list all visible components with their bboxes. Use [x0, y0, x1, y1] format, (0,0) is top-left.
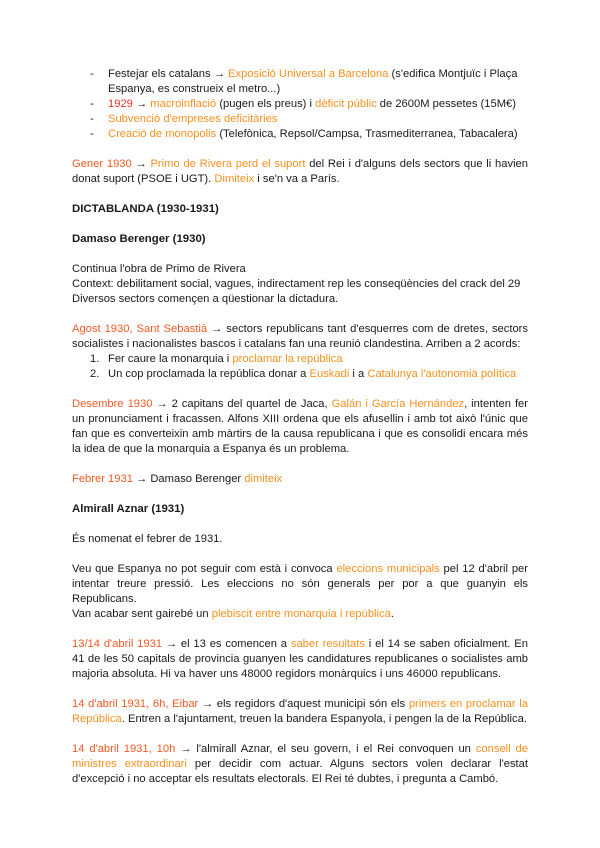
measures-list	[72, 67, 528, 142]
text: de 2600M pessetes (15M€)	[376, 98, 516, 110]
highlight: macroinflació	[150, 98, 217, 110]
paragraph-nomenat: És nomenat el febrer de 1931.	[72, 533, 223, 545]
paragraph-eleccions	[72, 562, 528, 607]
paragraph-13-14-abril	[72, 637, 528, 682]
date-highlight: Febrer 1931	[72, 473, 133, 485]
highlight: consell de ministres extraordinari	[72, 743, 528, 770]
subsection-heading: Damaso Berenger (1930)	[72, 233, 206, 245]
text: (pugen els preus) i	[216, 98, 316, 110]
text: → l'almirall Aznar, el seu govern, i el Rei convoquen un	[175, 743, 476, 755]
context-line: Context: debilitament social, vagues, indirectament rep les conseqüències del crack del 29	[72, 278, 521, 290]
paragraph-agost-1930	[72, 322, 528, 352]
list-item	[72, 352, 528, 367]
date-highlight: Gener 1930	[72, 158, 132, 170]
highlight: Galán i García Hernández	[331, 398, 465, 410]
section-heading: DICTABLANDA (1930-1931)	[72, 203, 219, 215]
subsection-heading: Almirall Aznar (1931)	[72, 503, 185, 515]
highlight: primers en proclamar la República	[72, 698, 528, 725]
highlight: Euskadi	[309, 368, 350, 380]
text: per decidir com actuar. Alguns sectors volen declarar l'estat d'excepció i no acceptar els resultats electorals. El Rei té dubtes, i pregunta a Cambó.	[72, 758, 528, 785]
text: i el 14 se saben oficialment. En 41 de les 50 capitals de provincia guanyen les candidatures republicanes o socialistes amb majoria absoluta. Hi va haver uns 48000 regidors monàrquics i uns 46000 republicans.	[72, 638, 528, 680]
highlight: dimiteix	[244, 473, 283, 485]
list-item	[72, 367, 528, 382]
text: .	[390, 608, 394, 620]
date-highlight: 14 d'abril 1931, 10h	[72, 743, 176, 755]
text: i a	[349, 368, 368, 380]
text: Un cop proclamada la república donar a	[108, 368, 310, 380]
agreements-list	[72, 352, 528, 382]
highlight: eleccions municipals	[336, 563, 440, 575]
list-item	[72, 112, 528, 127]
text: → Damaso Berenger	[132, 473, 245, 485]
highlight: Creació de monopolis	[108, 128, 217, 140]
paragraph-consell	[72, 742, 528, 787]
context-line: Continua l'obra de Primo de Rivera	[72, 263, 246, 275]
text: → 2 capitans del quartel de Jaca,	[152, 398, 332, 410]
highlight: proclamar la república	[232, 353, 343, 365]
highlight: Dimiteix	[214, 173, 255, 185]
date-highlight: 1929	[108, 98, 133, 110]
date-highlight: 13/14 d'abril 1931	[72, 638, 163, 650]
date-highlight: Agost 1930, Sant Sebastià	[72, 323, 208, 335]
list-item	[72, 67, 528, 97]
list-number: 1.	[90, 353, 100, 365]
text: . Entren a l'ajuntament, treuen la bandera Espanyola, i pengen la de la República.	[121, 713, 527, 725]
list-number: 2.	[90, 368, 100, 380]
paragraph-desembre-1930	[72, 397, 528, 457]
text: Fer caure la monarquia i	[108, 353, 233, 365]
date-highlight: Desembre 1930	[72, 398, 153, 410]
text: del Rei i d'alguns dels sectors que li havien donat suport (PSOE i UGT).	[72, 158, 529, 185]
highlight: saber resultats	[290, 638, 365, 650]
text: (s'edifica Montjuïc i Plaça Espanya, es construeix el metro...)	[108, 68, 518, 95]
text: →	[132, 98, 151, 110]
text: , intenten fer un pronunciament i fracassen. Alfons XIII ordena que els afusellin i amb tot això l'únic que fan que es converteixin amb màrtirs de la causa republicana i que es consolidi encara més la idea de que la monarquia a Espanya és un problema.	[72, 398, 529, 455]
list-item	[72, 97, 528, 112]
text: →	[131, 158, 151, 170]
text: → el 13 es comencen a	[162, 638, 291, 650]
text: → els regidors d'aquest municipi són els	[198, 698, 409, 710]
list-item	[72, 127, 528, 142]
highlight: Exposició Universal a Barcelona	[228, 68, 389, 80]
context-line: Diversos sectors començen a qüestionar la dictadura.	[72, 293, 339, 305]
paragraph-plebiscit	[72, 607, 528, 622]
highlight: Catalunya l'autonomia política	[367, 368, 517, 380]
text: Festejar els catalans →	[108, 68, 229, 80]
highlight: Subvenció d'empreses deficitàries	[108, 113, 278, 125]
text: Veu que Espanya no pot seguir com està i convoca	[72, 563, 337, 575]
text: i se'n va a París.	[254, 173, 340, 185]
text: pel 12 d'abril per intentar treure pressió. Les eleccions no són generals per por a que guanyin els Republicans.	[72, 563, 528, 605]
text: → sectors republicans tant d'esquerres com de dretes, sectors socialistes i nacionalistes bascos i catalans fan una reunió clandestina. Arriben a 2 acords:	[72, 323, 529, 350]
highlight: dèficit públic	[315, 98, 377, 110]
date-highlight: 14 d'abril 1931, 6h, Eibar	[72, 698, 199, 710]
paragraph-eibar	[72, 697, 528, 727]
text: (Telefònica, Repsol/Campsa, Trasmediterranea, Tabacalera)	[216, 128, 518, 140]
paragraph-gener-1930	[72, 157, 528, 187]
highlight: plebiscit entre monarquia i república	[211, 608, 391, 620]
paragraph-febrer-1931	[72, 472, 528, 487]
text: Van acabar sent gairebé un	[72, 608, 212, 620]
highlight: Primo de Rivera perd el suport	[150, 158, 306, 170]
